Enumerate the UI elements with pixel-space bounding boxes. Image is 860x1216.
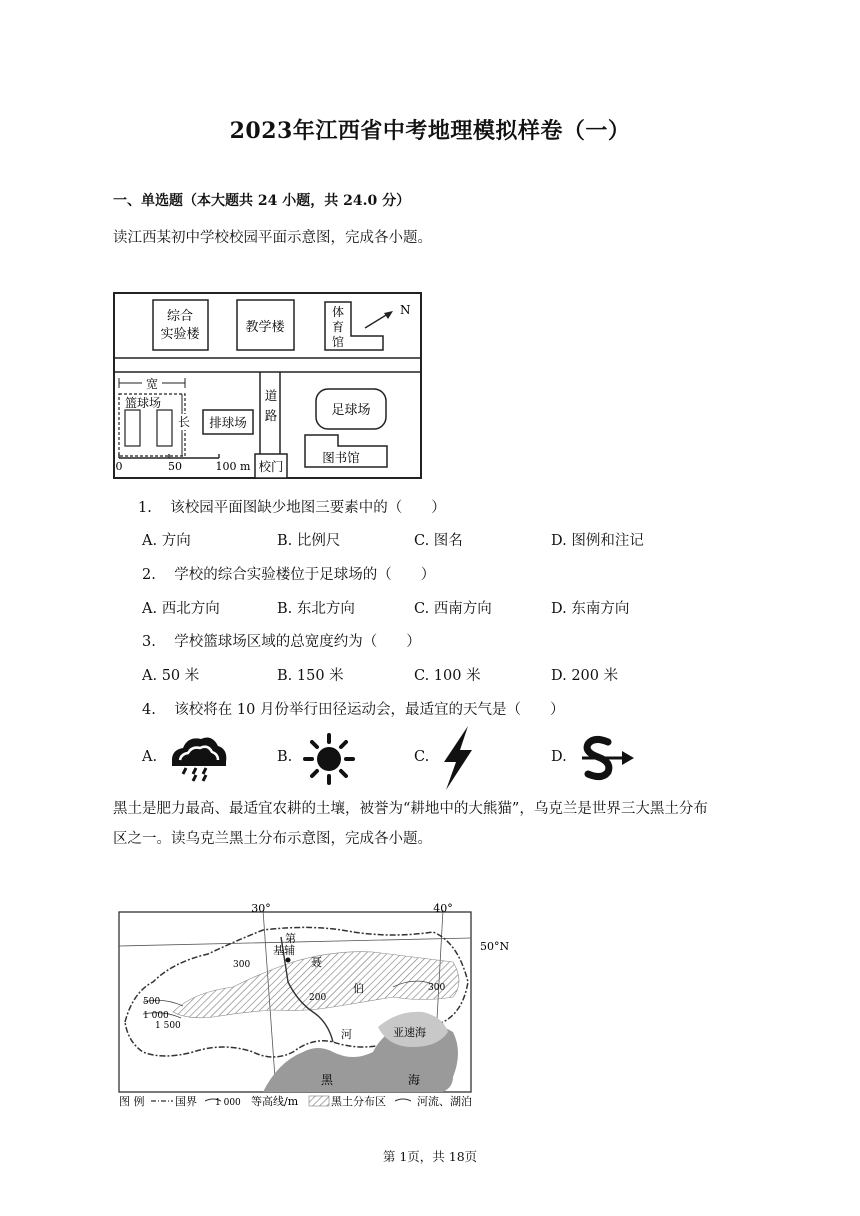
dnieper-label-4: 河 (341, 1028, 352, 1041)
q2-option-a[interactable]: A. 西北方向 (142, 601, 220, 617)
q1-option-a[interactable]: A. 方向 (142, 533, 191, 549)
black-sea-label-2: 海 (408, 1073, 421, 1087)
dnieper-label-3: 伯 (353, 982, 364, 995)
basketball-label: 篮球场 (124, 396, 162, 410)
question-1 (138, 496, 446, 517)
q2-option-b[interactable]: B. 东北方向 (277, 601, 355, 617)
question-3 (142, 630, 421, 651)
sun-icon[interactable] (302, 732, 356, 786)
gate-label: 校门 (258, 459, 284, 474)
gym-label-1: 体 (331, 305, 345, 319)
legend-contour: 等高线/m (251, 1095, 299, 1108)
scale-100: 100 m (215, 460, 251, 473)
q1-option-b[interactable]: B. 比例尺 (277, 533, 341, 549)
kyiv-label: 基辅 (273, 944, 295, 957)
intro-text-2-line-2: 区之一。读乌克兰黑土分布示意图，完成各小题。 (113, 831, 432, 847)
rain-icon[interactable] (168, 732, 230, 782)
width-label: 宽 (145, 377, 159, 391)
road-label-2: 路 (264, 408, 278, 423)
volleyball-label: 排球场 (209, 415, 247, 430)
intro-text-2 (113, 794, 763, 854)
legend-border: 国界 (175, 1095, 197, 1108)
question-text: 学校篮球场区域的总宽度约为（ ） (174, 634, 421, 650)
gym-label-3: 馆 (331, 335, 345, 349)
dnieper-label-2: 聂 (311, 956, 322, 969)
q2-option-c[interactable]: C. 西南方向 (414, 601, 492, 617)
question-text: 学校的综合实验楼位于足球场的（ ） (174, 567, 436, 583)
intro-text-1: 读江西某初中学校校园平面示意图，完成各小题。 (113, 230, 432, 246)
north-label: N (400, 303, 411, 317)
lon-30: 30° (251, 902, 271, 915)
q2-option-d[interactable]: D. 东南方向 (551, 601, 630, 617)
legend-chernozem: 黑土分布区 (331, 1095, 386, 1108)
road-label-1: 道 (264, 388, 278, 403)
gym-label-2: 育 (331, 320, 345, 334)
scale-0: 0 (115, 460, 123, 473)
contour-1500: 1 500 (155, 1021, 181, 1031)
q3-option-d[interactable]: D. 200 米 (551, 668, 619, 684)
legend-title: 图 例 (119, 1095, 145, 1108)
question-4 (142, 698, 564, 719)
lab-label-2: 实验楼 (160, 327, 200, 342)
legend-contour-value: 1 000 (215, 1098, 241, 1108)
lightning-icon[interactable] (438, 726, 478, 790)
question-text: 该校将在 10 月份举行田径运动会，最适宜的天气是（ ） (174, 702, 565, 718)
dnieper-label-1: 第 (285, 932, 296, 945)
question-number: 3. (142, 634, 156, 650)
q4-option-a[interactable]: A. (142, 749, 158, 765)
length-label: 长 (177, 415, 191, 429)
contour-300a: 300 (233, 960, 251, 970)
football-label: 足球场 (331, 403, 371, 418)
intro-text-2-line-1: 黑土是肥力最高、最适宜农耕的土壤，被誉为“耕地中的大熊猫”，乌克兰是世界三大黑土分布 (113, 801, 708, 817)
lab-label-1: 综合 (166, 309, 194, 324)
page-title: 2023年江西省中考地理模拟样卷（一） (229, 118, 631, 144)
sandstorm-icon[interactable] (576, 734, 638, 784)
campus-map (113, 292, 422, 480)
lon-40: 40° (433, 902, 453, 915)
question-number: 1. (138, 500, 152, 516)
question-number: 4. (142, 702, 156, 718)
legend-rivers: 河流、湖泊 (417, 1095, 472, 1108)
q4-option-c[interactable]: C. (414, 749, 430, 765)
contour-500: 500 (143, 997, 161, 1007)
contour-200: 200 (309, 993, 327, 1003)
contour-1000: 1 000 (143, 1011, 169, 1021)
q3-option-b[interactable]: B. 150 米 (277, 668, 344, 684)
q1-option-c[interactable]: C. 图名 (414, 533, 463, 549)
page-footer: 第 1页，共 18页 (382, 1149, 478, 1164)
ukraine-map (113, 902, 533, 1112)
q4-option-b[interactable]: B. (277, 749, 293, 765)
q3-option-a[interactable]: A. 50 米 (142, 668, 200, 684)
q1-option-d[interactable]: D. 图例和注记 (551, 533, 644, 549)
question-number: 2. (142, 567, 156, 583)
question-2 (142, 563, 435, 584)
black-sea-label-1: 黑 (321, 1073, 334, 1087)
q4-option-d[interactable]: D. (551, 749, 567, 765)
lat-50: 50°N (480, 940, 510, 953)
kyiv-dot (286, 958, 291, 963)
question-text: 该校园平面图缺少地图三要素中的（ ） (170, 500, 446, 516)
scale-50: 50 (168, 460, 182, 473)
section-heading: 一、单选题（本大题共 24 小题，共 24.0 分） (113, 193, 411, 209)
azov-label: 亚速海 (393, 1026, 426, 1039)
teaching-label: 教学楼 (245, 320, 285, 335)
library-label: 图书馆 (322, 450, 360, 465)
q3-option-c[interactable]: C. 100 米 (414, 668, 481, 684)
contour-300b: 300 (428, 983, 446, 993)
